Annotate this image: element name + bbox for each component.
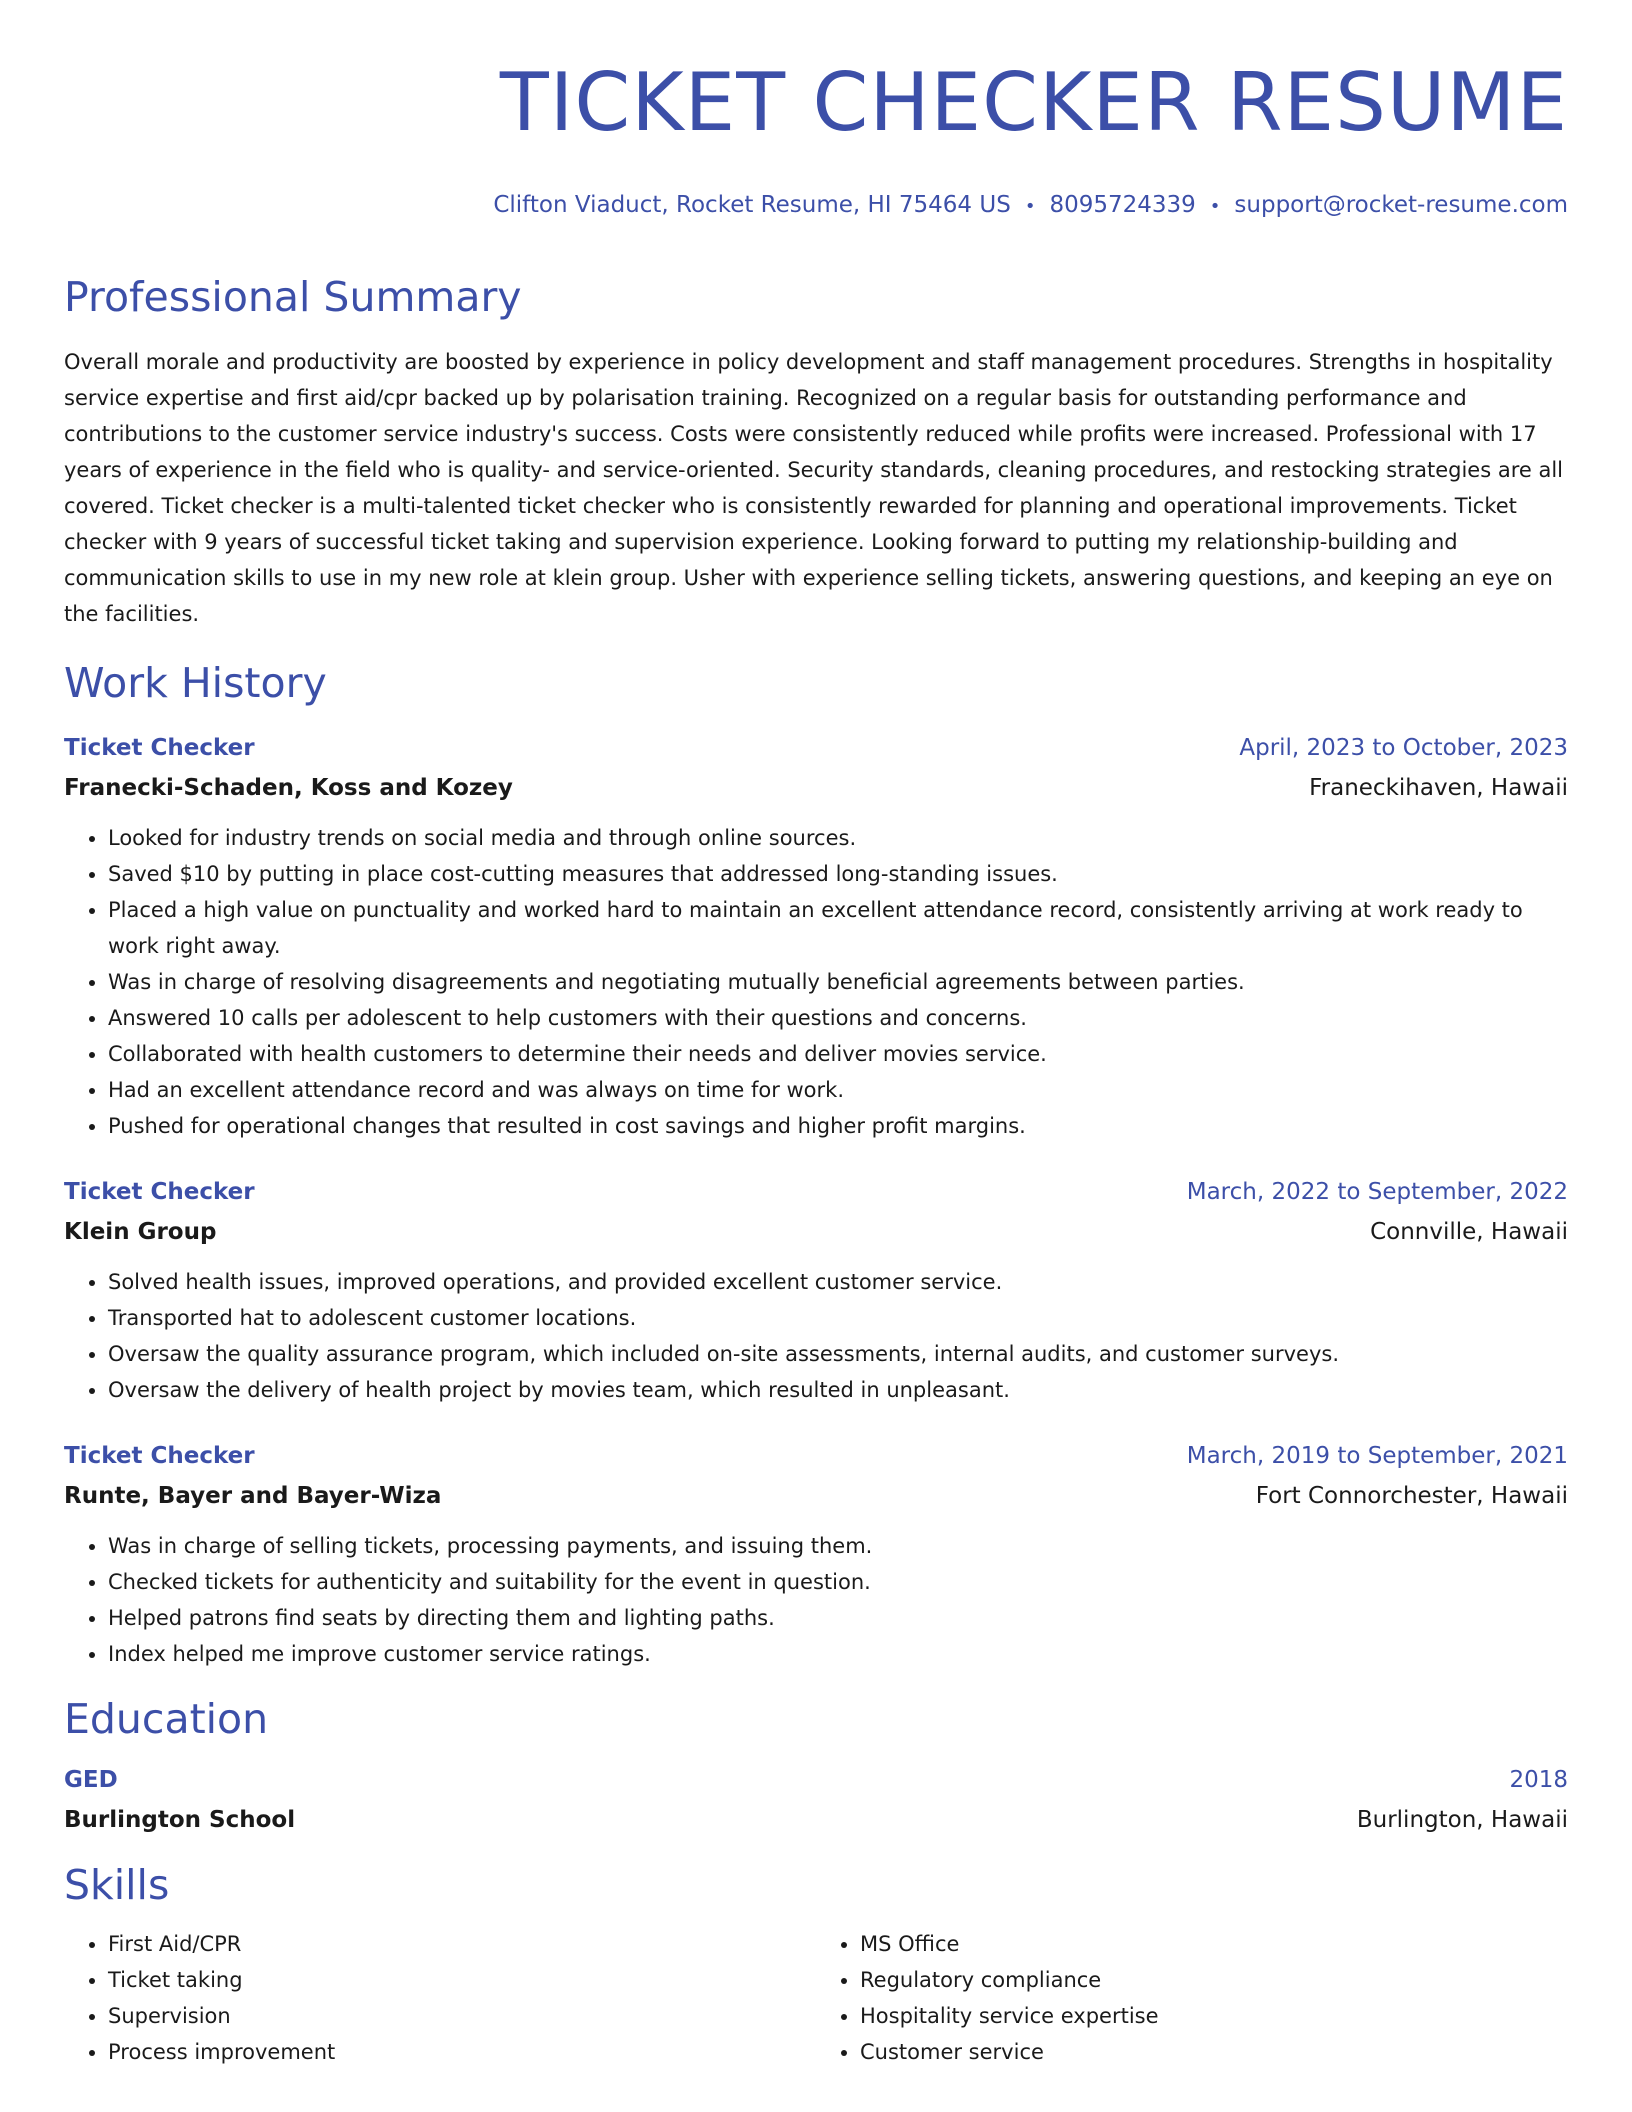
job-dates: March, 2019 to September, 2021	[1186, 1443, 1568, 1469]
job-location: Fort Connorchester, Hawaii	[1255, 1483, 1568, 1509]
list-item: • Transported hat to adolescent customer locations.	[108, 1300, 1568, 1336]
job-bullets	[64, 1264, 1568, 1408]
phone: 8095724339	[1049, 192, 1196, 218]
skill-item: • Customer service	[860, 2034, 1568, 2070]
list-item: • Was in charge of resolving disagreements and negotiating mutually beneficial agreements between parties.	[108, 964, 1568, 1000]
section-title-summary: Professional Summary	[64, 273, 522, 321]
school-location: Burlington, Hawaii	[1356, 1807, 1568, 1833]
job-header	[64, 730, 1568, 766]
education-header	[64, 1762, 1568, 1798]
list-item: • Oversaw the delivery of health project by movies team, which resulted in unpleasant.	[108, 1372, 1568, 1408]
education-subheader	[64, 1802, 1568, 1838]
section-title-skills: Skills	[64, 1861, 170, 1909]
list-item: • Collaborated with health customers to determine their needs and deliver movies service.	[108, 1036, 1568, 1072]
section-title-work: Work History	[64, 659, 327, 707]
list-item: • Solved health issues, improved operations, and provided excellent customer service.	[108, 1264, 1568, 1300]
job-header	[64, 1438, 1568, 1474]
job-dates: April, 2023 to October, 2023	[1239, 735, 1568, 761]
job-entry	[64, 730, 1568, 1144]
list-item: • Answered 10 calls per adolescent to help customers with their questions and concerns.	[108, 1000, 1568, 1036]
skills-column-left	[64, 1926, 816, 2070]
section-title-education: Education	[64, 1695, 269, 1743]
job-location: Connville, Hawaii	[1370, 1219, 1568, 1245]
list-item: • Oversaw the quality assurance program, which included on-site assessments, internal audits, and customer surveys.	[108, 1336, 1568, 1372]
separator-dot: •	[1024, 196, 1036, 217]
list-item: • Pushed for operational changes that resulted in cost savings and higher profit margins.	[108, 1108, 1568, 1144]
job-location: Franeckihaven, Hawaii	[1309, 775, 1568, 801]
skills-list	[64, 1910, 1568, 2070]
company-name: Runte, Bayer and Bayer-Wiza	[64, 1483, 442, 1509]
address: Clifton Viaduct, Rocket Resume, HI 75464 US	[493, 192, 1011, 218]
skill-item: • Supervision	[108, 1998, 816, 2034]
list-item: • Had an excellent attendance record and was always on time for work.	[108, 1072, 1568, 1108]
list-item: • Saved $10 by putting in place cost-cutting measures that addressed long-standing issues.	[108, 856, 1568, 892]
resume-title: TICKET CHECKER RESUME	[499, 56, 1568, 149]
list-item: • Index helped me improve customer service ratings.	[108, 1636, 1568, 1672]
school-name: Burlington School	[64, 1807, 296, 1833]
job-bullets	[64, 820, 1568, 1144]
skill-item: • First Aid/CPR	[108, 1926, 816, 1962]
job-entry	[64, 1438, 1568, 1672]
list-item: • Looked for industry trends on social media and through online sources.	[108, 820, 1568, 856]
list-item: • Helped patrons find seats by directing them and lighting paths.	[108, 1600, 1568, 1636]
skill-item: • Ticket taking	[108, 1962, 816, 1998]
job-subheader	[64, 1214, 1568, 1250]
job-title: Ticket Checker	[64, 735, 255, 761]
company-name: Klein Group	[64, 1219, 217, 1245]
job-title: Ticket Checker	[64, 1179, 255, 1205]
skill-item: • MS Office	[860, 1926, 1568, 1962]
list-item: • Checked tickets for authenticity and suitability for the event in question.	[108, 1564, 1568, 1600]
list-item: • Placed a high value on punctuality and worked hard to maintain an excellent attendance record, consistently arriving at work ready to work right away.	[108, 892, 1568, 964]
skill-item: • Hospitality service expertise	[860, 1998, 1568, 2034]
skills-column-right	[816, 1926, 1568, 2070]
graduation-year: 2018	[1509, 1767, 1568, 1793]
job-dates: March, 2022 to September, 2022	[1186, 1179, 1568, 1205]
job-header	[64, 1174, 1568, 1210]
job-entry	[64, 1174, 1568, 1408]
summary-text: Overall morale and productivity are boosted by experience in policy development and staff management procedures. Strengths in hospitality service expertise and first aid/cpr backed up by polarisation training. Recognized on a regular basis for outstanding performance and contributions to the customer service industry's success. Costs were consistently reduced while profits were increased. Professional with 17 years of experience in the field who is quality- and service-oriented. Security standards, cleaning procedures, and restocking strategies are all covered. Ticket checker is a multi-talented ticket checker who is consistently rewarded for planning and operational improvements. Ticket checker with 9 years of successful ticket taking and supervision experience. Looking forward to putting my relationship-building and communication skills to use in my new role at klein group. Usher with experience selling tickets, answering questions, and keeping an eye on the facilities.	[64, 350, 1564, 626]
skill-item: • Process improvement	[108, 2034, 816, 2070]
job-title: Ticket Checker	[64, 1443, 255, 1469]
company-name: Franecki-Schaden, Koss and Kozey	[64, 775, 513, 801]
list-item: • Was in charge of selling tickets, processing payments, and issuing them.	[108, 1528, 1568, 1564]
job-bullets	[64, 1528, 1568, 1672]
email: support@rocket-resume.com	[1234, 192, 1568, 218]
separator-dot: •	[1209, 196, 1221, 217]
job-subheader	[64, 1478, 1568, 1514]
contact-line	[64, 190, 1568, 222]
degree: GED	[64, 1767, 118, 1793]
skill-item: • Regulatory compliance	[860, 1962, 1568, 1998]
education-entry	[64, 1762, 1568, 1838]
job-subheader	[64, 770, 1568, 806]
